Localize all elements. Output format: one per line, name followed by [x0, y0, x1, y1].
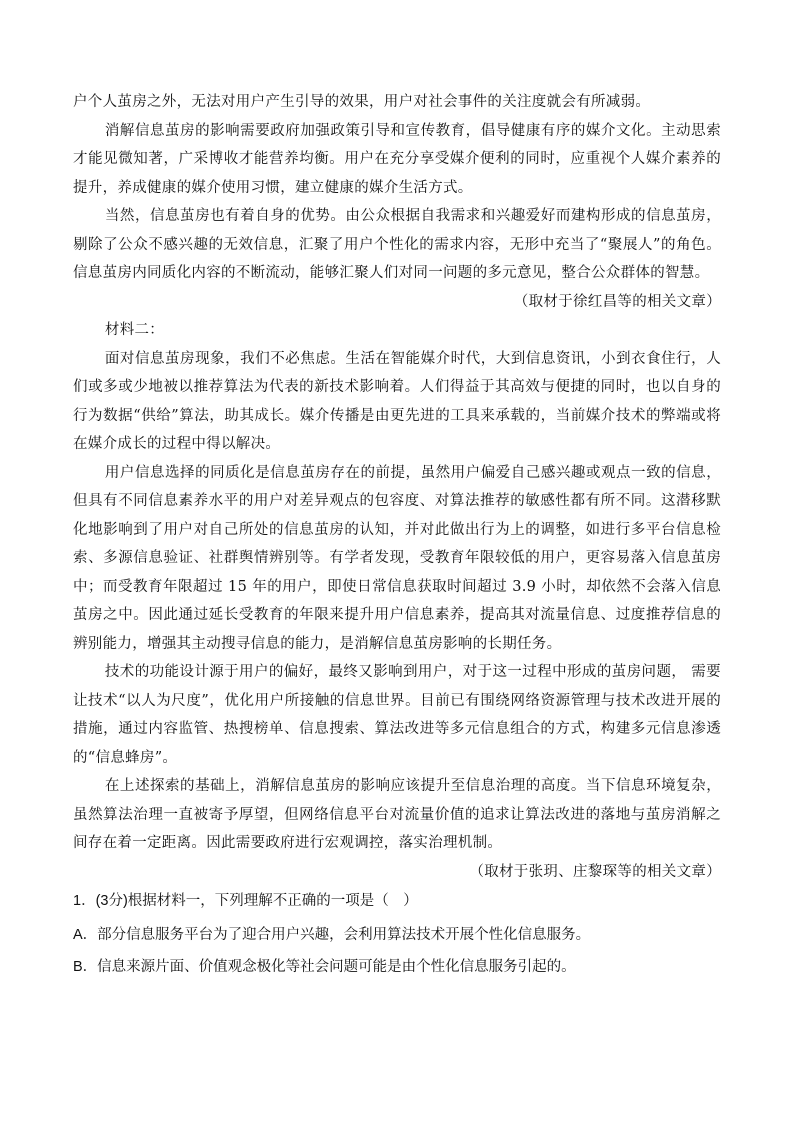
- option-a[interactable]: A．部分信息服务平台为了迎合用户兴趣，会利用算法技术开展个性化信息服务。: [73, 927, 591, 943]
- material2-label: 材料二：: [104, 322, 165, 338]
- question-stem: 1．(3分)根据材料一，下列理解不正确的一项是（ ）: [73, 893, 418, 909]
- option-b[interactable]: B．信息来源片面、价值观念极化等社会问题可能是由个性化信息服务引起的。: [73, 959, 576, 975]
- material2-paragraph-3: 技术的功能设计源于用户的偏好，最终又影响到用户，对于这一过程中形成的茧房问题， 需要让技术“以人为尺度”，优化用户所接触的信息世界。目前已有围绕网络资源管理与技术改进开展的措施，通过内容监管、热搜榜单、信息搜索、算法改进等多元信息组合的方式，构建多元信息渗透的“信息蜂房”。: [73, 664, 721, 766]
- material2-paragraph-2: 用户信息选择的同质化是信息茧房存在的前提，虽然用户偏爱自己感兴趣或观点一致的信息，但具有不同信息素养水平的用户对差异观点的包容度、对算法推荐的敏感性都有所不同。这潜移默化地影响到了用户对自己所处的信息茧房的认知，并对此做出行为上的调整，如进行多平台信息检索、多源信息验证、社群舆情辨别等。有学者发现，受教育年限较低的用户，更容易落入信息茧房中；而受教育年限超过 15 年的用户，即使日常信息获取时间超过 3.9 小时，却依然不会落入信息茧房之中。因此通过延长受教育的年限来提升用户信息素养，提高其对流量信息、过度推荐信息的辨别能力，增强其主动搜寻信息的能力，是消解信息茧房影响的长期任务。: [73, 464, 721, 652]
- material2-paragraph-4: 在上述探索的基础上，消解信息茧房的影响应该提升至信息治理的高度。当下信息环境复杂，虽然算法治理一直被寄予厚望，但网络信息平台对流量价值的追求让算法改进的落地与茧房消解之间存在着一定距离。因此需要政府进行宏观调控，落实治理机制。: [73, 778, 721, 851]
- question-1: [73, 889, 733, 987]
- material2-paragraph-1: 面对信息茧房现象，我们不必焦虑。生活在智能媒介时代，大到信息资讯，小到衣食住行，人们或多或少地被以推荐算法为代表的新技术影响着。人们得益于其高效与便捷的同时，也以自身的行为数据“供给”算法，助其成长。媒介传播是由更先进的工具来承载的，当前媒介技术的弊端或将在媒介成长的过程中得以解决。: [73, 350, 721, 452]
- reading-passage: [73, 88, 721, 886]
- material1-paragraph-3: 当然，信息茧房也有着自身的优势。由公众根据自我需求和兴趣爱好而建构形成的信息茧房，剔除了公众不感兴趣的无效信息，汇聚了用户个性化的需求内容，无形中充当了“聚展人”的角色。信息茧房内同质化内容的不断流动，能够汇聚人们对同一问题的多元意见，整合公众群体的智慧。: [73, 208, 721, 281]
- material2-source: （取材于张玥、庄黎琛等的相关文章）: [469, 863, 721, 880]
- material1-source: （取材于徐红昌等的相关文章）: [513, 293, 721, 310]
- material1-paragraph-continued: 户个人茧房之外，无法对用户产生引导的效果，用户对社会事件的关注度就会有所减弱。: [73, 94, 651, 110]
- material1-paragraph-2: 消解信息茧房的影响需要政府加强政策引导和宣传教育，倡导健康有序的媒介文化。主动思索才能见微知著，广采博收才能营养均衡。用户在充分享受媒介便利的同时，应重视个人媒介素养的提升，养成健康的媒介使用习惯，建立健康的媒介生活方式。: [73, 122, 721, 196]
